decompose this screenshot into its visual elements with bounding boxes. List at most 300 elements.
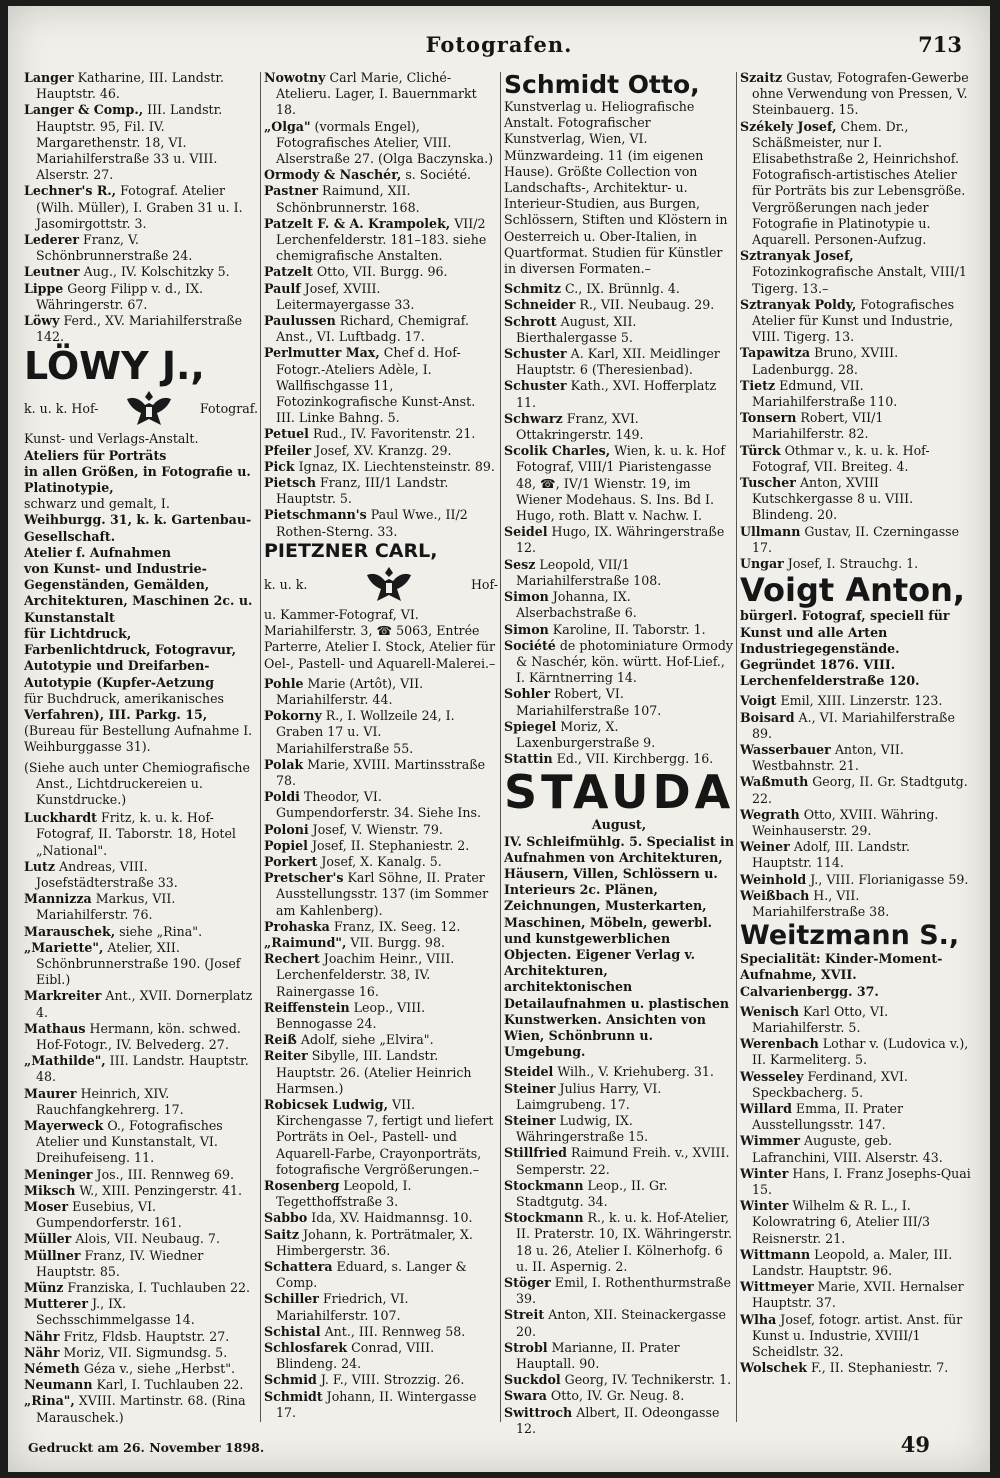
entry-text: Robert, VII/1 Mariahilferstr. 82. <box>752 410 884 442</box>
entry-text: Fritz, Fldsb. Hauptstr. 27. <box>63 1328 230 1344</box>
entry-name: Prohaska <box>264 918 330 934</box>
entry-text: Leopold, VII/1 Mariahilferstraße 108. <box>516 556 662 588</box>
entry-name: Steiner <box>504 1080 556 1096</box>
entry-name: Müllner <box>24 1247 81 1263</box>
entry-text: Franz, IV. Wiedner Hauptstr. 85. <box>36 1247 204 1279</box>
page-number: 713 <box>918 32 962 57</box>
column-divider <box>260 72 261 1422</box>
directory-entry <box>740 443 972 475</box>
directory-entry <box>740 1279 972 1311</box>
entry-name: Lechner's R., <box>24 183 117 199</box>
entry-name: Simon <box>504 589 549 605</box>
entry-text: Anton, XII. Steinackergasse 20. <box>516 1307 726 1339</box>
advert-lowy <box>24 344 258 755</box>
entry-name: Steiner <box>504 1112 556 1128</box>
column-4 <box>740 70 972 1422</box>
directory-entry <box>504 719 734 751</box>
entry-name: Nowotny <box>264 70 326 85</box>
directory-entry <box>264 1097 498 1178</box>
entry-text: (vormals Engel), Fotografisches Atelier, VIII. Alserstraße 27. (Olga Baczynska.) <box>276 118 494 167</box>
entry-text: Otto, VII. Burgg. 96. <box>316 264 448 280</box>
page-header <box>8 6 990 72</box>
entry-name: Streit <box>504 1307 545 1323</box>
entry-text: Markus, VII. Mariahilferstr. 76. <box>36 891 176 923</box>
entry-name: Stockmann <box>504 1210 584 1226</box>
entry-text: Fotograf. Atelier (Wilh. Müller), I. Graben 31 u. I. Jasomirgottstr. 3. <box>36 183 243 231</box>
entry-text: Bruno, XVIII. Ladenburgg. 28. <box>752 345 899 377</box>
entry-name: Pick <box>264 458 295 474</box>
entry-name: Reiter <box>264 1048 308 1064</box>
entry-name: Strobl <box>504 1339 548 1355</box>
entry-text: Otto, XVIII. Währing. Weinhauserstr. 29. <box>752 806 939 838</box>
advert-line: in allen Größen, in Fotografie u. Platinotypie, <box>24 463 251 496</box>
directory-entry <box>740 70 972 119</box>
entry-name: Swara <box>504 1388 547 1404</box>
entry-text: Othmar v., k. u. k. Hof-Fotograf, VII. Breiteg. 4. <box>752 442 930 474</box>
entry-name: Németh <box>24 1361 80 1377</box>
entry-name: Schmidt <box>264 1388 323 1404</box>
entry-text: Johann, II. Wintergasse 17. <box>276 1388 477 1420</box>
advert-voigt <box>740 571 972 689</box>
entry-name: Sztranyak Poldy, <box>740 296 857 312</box>
directory-entry <box>740 119 972 249</box>
advert-weitzmann <box>740 922 972 1000</box>
entry-name: „Raimund", <box>264 934 347 950</box>
directory-entry <box>264 507 498 539</box>
entry-name: Schmitz <box>504 281 561 297</box>
advert-line: Ateliers für Porträts <box>24 447 167 463</box>
entry-name: Nähr <box>24 1328 60 1344</box>
entry-text: Géza v., siehe „Herbst". <box>83 1361 236 1377</box>
entry-text: III. Landstr. Hauptstr. 95, Fil. IV. Margarethenstr. 18, VI. Mariahilferstraße 33 u. VIII. Alserstr. 27. <box>36 102 223 183</box>
entry-text: Richard, Chemigraf. Anst., VI. Luftbadg. 17. <box>276 313 470 345</box>
entry-text: Johanna, IX. Alserbachstraße 6. <box>516 589 637 621</box>
advert-title: Voigt Anton, <box>740 571 966 610</box>
column-divider <box>736 72 737 1422</box>
entry-text: Hans, I. Franz Josephs-Quai 15. <box>752 1165 971 1197</box>
directory-entry <box>264 281 498 313</box>
directory-entry <box>264 838 498 854</box>
directory-entry <box>264 459 498 475</box>
entry-name: Maurer <box>24 1085 77 1101</box>
entry-text: Leopold, a. Maler, III. Landstr. Hauptstr. 96. <box>752 1246 953 1279</box>
directory-entry <box>740 345 972 377</box>
directory-entry <box>24 1086 258 1118</box>
entry-name: Pastner <box>264 183 319 199</box>
entry-name: Patzelt F. & A. Krampolek, <box>264 215 451 231</box>
entry-text: Marie, XVIII. Martinsstraße 78. <box>276 756 486 788</box>
directory-entry <box>24 1199 258 1231</box>
directory-entry <box>504 557 734 589</box>
entry-text: Atelier, XII. Schönbrunnerstraße 190. (Josef Eibl.) <box>36 939 241 988</box>
entry-name: Luckhardt <box>24 810 97 826</box>
entry-name: Wasserbauer <box>740 741 831 757</box>
entry-name: Wolschek <box>740 1360 807 1376</box>
entry-text: Rud., IV. Favoritenstr. 21. <box>312 426 476 442</box>
entry-name: Wittmeyer <box>740 1279 814 1295</box>
entry-name: Wenisch <box>740 1003 799 1019</box>
directory-entry <box>504 1064 734 1080</box>
entry-text: Karl, I. Tuchlauben 22. <box>96 1377 244 1393</box>
entry-name: Sohler <box>504 686 551 702</box>
advert-line: für Buchdruck, amerikanisches <box>24 690 224 706</box>
entry-text: Gustav, II. Czerningasse 17. <box>752 523 960 555</box>
directory-entry <box>504 1178 734 1210</box>
directory-entry <box>504 1081 734 1113</box>
entry-name: Schuster <box>504 378 567 394</box>
entry-name: Ullmann <box>740 523 801 539</box>
entry-text: Chef d. Hof-Fotogr.-Ateliers Adèle, I. Wallfischgasse 11, Fotozinkografische Kunst-Anst. III. Linke Bahng. 5. <box>276 345 476 426</box>
directory-entry <box>24 1296 258 1328</box>
advert-title: STAUDA <box>504 765 735 820</box>
entry-name: Stockmann <box>504 1177 584 1193</box>
directory-entry <box>504 378 734 410</box>
entry-name: Société <box>504 637 556 653</box>
advert-line: Kunst- und Verlags-Anstalt. <box>24 431 199 447</box>
entry-text: Emil, XIII. Linzerstr. 123. <box>780 693 943 709</box>
entry-text: Sibylle, III. Landstr. Hauptstr. 26. (Atelier Heinrich Harmsen.) <box>276 1048 472 1096</box>
entry-name: Müller <box>24 1231 72 1247</box>
entry-text: Ida, XV. Haidmannsg. 10. <box>311 1210 473 1226</box>
entry-name: Pohle <box>264 675 304 691</box>
entry-name: Winter <box>740 1165 789 1181</box>
directory-entry <box>264 1340 498 1372</box>
cross-reference-note: (Siehe auch unter Chemiografische Anst., Lichtdruckereien u. Kunstdrucke.) <box>24 759 250 807</box>
entry-text: J., IX. Sechsschimmelgasse 14. <box>36 1296 195 1328</box>
entry-text: Jos., III. Rennweg 69. <box>96 1166 235 1182</box>
entry-text: Leop., II. Gr. Stadtgutg. 34. <box>516 1177 668 1209</box>
directory-entry <box>264 757 498 789</box>
directory-entry <box>740 410 972 442</box>
entry-name: Türck <box>740 442 781 458</box>
entry-name: Lippe <box>24 280 64 296</box>
advert-line: Architekturen, Maschinen 2c. u. Kunstanstalt <box>24 593 253 625</box>
entry-text: F., II. Stephaniestr. 7. <box>810 1360 949 1376</box>
directory-entry <box>24 1280 258 1296</box>
crest-right-text: Fotograf. <box>199 401 258 417</box>
entry-name: Willard <box>740 1100 792 1116</box>
entry-name: Voigt <box>740 693 777 709</box>
directory-entry <box>264 183 498 215</box>
entry-name: Seidel <box>504 524 548 540</box>
column-3 <box>504 70 735 1436</box>
entry-text: Emma, II. Prater Ausstellungsstr. 147. <box>752 1100 903 1133</box>
directory-entry <box>740 1133 972 1165</box>
directory-entry <box>264 951 498 1000</box>
entry-name: Stöger <box>504 1275 551 1291</box>
directory-entry <box>264 167 498 183</box>
entry-text: Kath., XVI. Hofferplatz 11. <box>516 378 717 410</box>
entry-name: Wittmann <box>740 1246 811 1262</box>
directory-entry <box>740 774 972 806</box>
entry-name: Schmid <box>264 1372 317 1388</box>
entry-text: Johann, k. Porträtmaler, X. Himbergerstr. 36. <box>276 1226 473 1258</box>
directory-entry <box>24 1167 258 1183</box>
entry-text: A., VI. Mariahilferstraße 89. <box>752 709 955 741</box>
entry-name: Porkert <box>264 853 318 869</box>
entry-name: Rechert <box>264 951 320 967</box>
entry-name: Stattin <box>504 751 553 767</box>
entry-name: Lutz <box>24 858 55 874</box>
entry-text: Ant., XVII. Dornerplatz 4. <box>36 988 253 1020</box>
entry-text: Gustav, Fotografen-Gewerbe ohne Verwendung von Pressen, V. Steinbauerg. 15. <box>752 70 969 118</box>
entry-name: „Mariette", <box>24 939 104 955</box>
directory-entry <box>504 1113 734 1145</box>
directory-entry <box>264 1178 498 1210</box>
entry-text: Julius Harry, VI. Laimgrubeng. 17. <box>516 1080 662 1112</box>
entry-text: R., I. Wollzeile 24, I. Graben 17 u. VI. Mariahilferstraße 55. <box>276 708 455 756</box>
entry-name: Poldi <box>264 789 300 805</box>
advert-line: Verfahren), III. Parkg. 15, <box>24 706 208 722</box>
entry-name: Perlmutter Max, <box>264 345 380 361</box>
directory-entry <box>264 119 498 168</box>
entry-name: Ormody & Naschér, <box>264 167 402 183</box>
directory-entry <box>504 281 734 297</box>
page-footer <box>8 1426 990 1466</box>
directory-entry <box>264 475 498 507</box>
advert-line: (Bureau für Bestellung Aufnahme I. Weihburggasse 31). <box>24 723 253 755</box>
entry-text: Wilh., V. Kriehuberg. 31. <box>557 1064 714 1080</box>
entry-text: Fritz, k. u. k. Hof-Fotograf, II. Taborstr. 18, Hotel „National". <box>36 810 236 858</box>
entry-text: Carl Marie, Cliché-Atelieru. Lager, I. Bauernmarkt 18. <box>276 70 477 118</box>
entry-name: Markreiter <box>24 988 102 1004</box>
directory-entry <box>264 70 498 119</box>
column-divider <box>500 72 501 1422</box>
entry-text: Josef, fotogr. artist. Anst. für Kunst u. Industrie, XVIII/1 Scheidlstr. 32. <box>752 1311 963 1360</box>
directory-entry <box>740 807 972 839</box>
directory-entry <box>264 216 498 265</box>
directory-entry <box>504 1340 734 1372</box>
directory-entry <box>264 870 498 919</box>
directory-entry <box>24 313 258 345</box>
directory-entry <box>264 1259 498 1291</box>
directory-entry <box>264 313 498 345</box>
entry-text: Karoline, II. Taborstr. 1. <box>552 621 706 637</box>
entry-text: Josef, II. Stephaniestr. 2. <box>311 837 470 853</box>
directory-entry <box>504 314 734 346</box>
directory-entry <box>264 345 498 426</box>
entry-name: Suckdol <box>504 1372 561 1388</box>
directory-entry <box>504 443 734 524</box>
entry-name: Steidel <box>504 1064 554 1080</box>
entry-text: Marie, XVII. Hernalser Hauptstr. 37. <box>752 1279 964 1311</box>
entry-name: Schuster <box>504 346 567 362</box>
entry-name: Tietz <box>740 377 776 393</box>
double-eagle-crest-icon <box>121 387 177 431</box>
entry-text: Emil, I. Rothenthurmstraße 39. <box>516 1275 731 1307</box>
column-2 <box>264 70 498 1422</box>
directory-entry <box>24 988 258 1020</box>
entry-name: Scolik Charles, <box>504 443 611 459</box>
directory-entry <box>24 264 258 280</box>
directory-entry <box>264 1372 498 1388</box>
entry-name: Mannizza <box>24 891 92 907</box>
entry-name: Swittroch <box>504 1404 573 1420</box>
entry-text: Fotografisches Atelier für Kunst und Industrie, VIII. Tigerg. 13. <box>752 296 955 345</box>
entry-text: Ignaz, IX. Liechtensteinstr. 89. <box>298 458 495 474</box>
entry-text: Josef, X. Kanalg. 5. <box>321 853 442 869</box>
directory-entry <box>24 810 258 859</box>
directory-entry <box>504 589 734 621</box>
entry-name: Pietsch <box>264 475 316 491</box>
directory-entry <box>740 693 972 709</box>
directory-entry <box>504 638 734 687</box>
entry-name: Schistal <box>264 1323 321 1339</box>
entry-text: Karl Söhne, II. Prater Ausstellungsstr. 137 (im Sommer am Kahlenberg). <box>276 870 489 918</box>
entry-text: Karl Otto, VI. Mariahilferstr. 5. <box>752 1003 889 1035</box>
entry-name: Pokorny <box>264 708 322 724</box>
directory-entry <box>264 1032 498 1048</box>
entry-text: Joachim Heinr., VIII. Lerchenfelderstr. 38, IV. Rainergasse 16. <box>276 951 455 999</box>
entry-text: Georg, II. Gr. Stadtgutg. 22. <box>752 774 968 806</box>
entry-name: Waßmuth <box>740 774 809 790</box>
entry-text: Anton, XVIII Kutschkergasse 8 u. VIII. Blindeng. 20. <box>752 475 914 523</box>
directory-entry <box>504 622 734 638</box>
entry-text: Edmund, VII. Mariahilferstraße 110. <box>752 377 898 410</box>
entry-name: Ungar <box>740 556 784 572</box>
entry-name: Mathaus <box>24 1020 86 1036</box>
directory-page <box>8 6 990 1472</box>
entry-name: Schrott <box>504 313 557 329</box>
entry-name: Moser <box>24 1199 69 1214</box>
entry-text: Hermann, kön. schwed. Hof-Fotogr., IV. Belvederg. 27. <box>36 1020 241 1052</box>
directory-entry <box>504 524 734 556</box>
directory-entry <box>740 1004 972 1036</box>
entry-name: Boisard <box>740 709 795 725</box>
entry-name: „Mathilde", <box>24 1053 106 1069</box>
entry-name: Simon <box>504 621 549 637</box>
directory-entry <box>504 297 734 313</box>
directory-entry <box>24 891 258 923</box>
entry-name: Spiegel <box>504 718 557 734</box>
entry-text: Marie (Artôt), VII. Mariahilferstr. 44. <box>276 675 424 707</box>
entry-text: C., IX. Brünnlg. 4. <box>565 281 680 297</box>
entry-text: Leopold, I. Tegetthoffstraße 3. <box>276 1178 412 1210</box>
entry-name: Saitz <box>264 1226 300 1242</box>
directory-entry <box>264 426 498 442</box>
entry-text: Moriz, VII. Sigmundsg. 5. <box>63 1344 228 1360</box>
directory-entry <box>264 708 498 757</box>
entry-text: August, XII. Bierthalergasse 5. <box>516 313 637 345</box>
entry-text: Fotozinkografische Anstalt, VIII/1 Tigerg. 13.– <box>752 264 967 296</box>
entry-text: Leop., VIII. Bennogasse 24. <box>276 999 426 1031</box>
entry-text: J., VIII. Florianigasse 59. <box>810 871 969 887</box>
directory-entry <box>264 1000 498 1032</box>
directory-entry <box>504 411 734 443</box>
crest-left-text: k. u. k. <box>264 576 308 592</box>
directory-entry <box>504 346 734 378</box>
directory-entry <box>740 839 972 871</box>
advert-stauda <box>504 765 735 1060</box>
directory-entry <box>24 70 258 102</box>
directory-entry <box>24 1345 258 1361</box>
directory-entry <box>24 232 258 264</box>
entry-text: Franz, V. Schönbrunnerstraße 24. <box>36 232 193 264</box>
directory-entry <box>24 924 258 940</box>
entry-name: Reiß <box>264 1032 297 1048</box>
entry-name: Paulussen <box>264 313 336 329</box>
advert-line: Autotypie (Kupfer-Aetzung <box>24 674 215 690</box>
entry-text: Wilhelm & R. L., I. Kolowratring 6, Atelier III/3 Reisnerstr. 21. <box>752 1198 930 1246</box>
directory-entry <box>24 1361 258 1377</box>
entry-name: Lederer <box>24 232 79 248</box>
entry-name: Polak <box>264 756 304 772</box>
entry-text: VII. Burgg. 98. <box>350 934 445 950</box>
entry-name: Schiller <box>264 1291 319 1307</box>
entry-name: Tonsern <box>740 410 797 426</box>
advert-line: Weihburgg. 31, k. k. Gartenbau-Gesellschaft. <box>24 512 252 544</box>
directory-entry <box>504 1210 734 1275</box>
entry-name: Poloni <box>264 821 309 837</box>
entry-name: Werenbach <box>740 1036 819 1052</box>
entry-text: Ferdinand, XVI. Speckbacherg. 5. <box>752 1068 908 1100</box>
entry-text: Conrad, VIII. Blindeng. 24. <box>276 1340 435 1372</box>
entry-name: Tapawitza <box>740 345 811 361</box>
directory-entry <box>264 1389 498 1421</box>
entry-text: siehe „Rina". <box>119 923 203 939</box>
entry-text: Eduard, s. Langer & Comp. <box>276 1259 467 1291</box>
advert-line: Kunstverlag u. Heliografische Anstalt. Fotografischer Kunstverlag, Wien, VI. Münzwardeing. 11 (im eigenen Hause). Größte Collection von Landschafts-, Architektur- u. Interieur-Studien, aus Burgen, Schlössern, Stiften und Klöstern in Oesterreich u. Ober-Italien, in Quartformat. Studien für Künstler in diversen Formaten.– <box>504 99 728 277</box>
entry-text: Franz, IX. Seeg. 12. <box>333 918 461 934</box>
directory-entry <box>24 1248 258 1280</box>
advert-line: bürgerl. Fotograf, speciell für Kunst und alle Arten Industriegegenstände. Gegründet 1876. VIII. Lerchenfelderstraße 120. <box>740 608 950 689</box>
entry-name: Petuel <box>264 426 309 442</box>
entry-name: Nähr <box>24 1344 60 1360</box>
entry-text: R., VII. Neubaug. 29. <box>579 297 715 313</box>
advert-line: u. Kammer-Fotograf, VI. Mariahilferstr. 3, ☎ 5063, Entrée Parterre, Atelier I. Stock, Atelier für Oel-, Pastell- und Aquarell-Malerei.– <box>264 606 496 671</box>
directory-entry <box>740 742 972 774</box>
directory-entry <box>740 872 972 888</box>
directory-entry <box>24 1329 258 1345</box>
entry-text: Theodor, VI. Gumpendorferstr. 34. Siehe Ins. <box>276 789 481 821</box>
directory-entry <box>740 248 972 297</box>
directory-entry <box>264 789 498 821</box>
advert-line: für Lichtdruck, Farbenlichtdruck, Fotogravur, <box>24 625 237 658</box>
section-title: Fotografen. <box>425 32 573 57</box>
directory-entry <box>740 710 972 742</box>
entry-name: Mutterer <box>24 1296 89 1312</box>
directory-entry <box>24 102 258 183</box>
advert-title: Weitzmann S., <box>740 920 960 952</box>
advert-line: Gegenständen, Gemälden, <box>24 577 210 593</box>
entry-text: Marianne, II. Prater Hauptall. 90. <box>516 1339 680 1372</box>
entry-text: Alois, VII. Neubaug. 7. <box>75 1231 220 1247</box>
entry-text: VII/2 Lerchenfelderstr. 181–183. siehe chemigrafische Anstalten. <box>276 215 487 264</box>
directory-entry <box>740 1166 972 1198</box>
advert-line: schwarz und gemalt, I. <box>24 496 170 512</box>
entry-name: Wimmer <box>740 1133 801 1149</box>
entry-name: „Olga" <box>264 118 311 134</box>
sheet-number: 49 <box>900 1432 930 1457</box>
directory-entry <box>264 822 498 838</box>
entry-text: Aug., IV. Kolschitzky 5. <box>83 264 230 280</box>
entry-text: Georg Filipp v. d., IX. Währingerstr. 67. <box>36 280 204 312</box>
directory-entry <box>264 443 498 459</box>
advert-line: Specialität: Kinder-Moment-Aufnahme, XVII. Calvarienbergg. 37. <box>740 951 943 999</box>
entry-name: Rosenberg <box>264 1178 340 1193</box>
advert-pietzner <box>264 539 498 672</box>
directory-entry <box>264 919 498 935</box>
directory-entry <box>504 1145 734 1177</box>
advert-line: IV. Schleifmühlg. 5. Specialist in Aufnahmen von Architekturen, Häusern, Villen, Schlössern u. Interieurs 2c. Plänen, Zeichnungen, Musterkarten, Maschinen, Möbeln, gewerbl. und kunstgewerblichen Objecten. Eigener Verlag v. Architekturen, architektonischen Detailaufnahmen u. plastischen Kunstwerken. Ansichten von Wien, Schönbrunn u. Umgebung. <box>504 833 735 1060</box>
directory-entry <box>264 854 498 870</box>
entry-name: Popiel <box>264 837 308 853</box>
directory-entry <box>740 378 972 410</box>
entry-text: Eusebius, VI. Gumpendorferstr. 161. <box>36 1199 182 1231</box>
crest-row <box>24 387 258 431</box>
directory-entry <box>740 524 972 556</box>
entry-text: Robert, VI. Mariahilferstraße 107. <box>516 686 662 718</box>
